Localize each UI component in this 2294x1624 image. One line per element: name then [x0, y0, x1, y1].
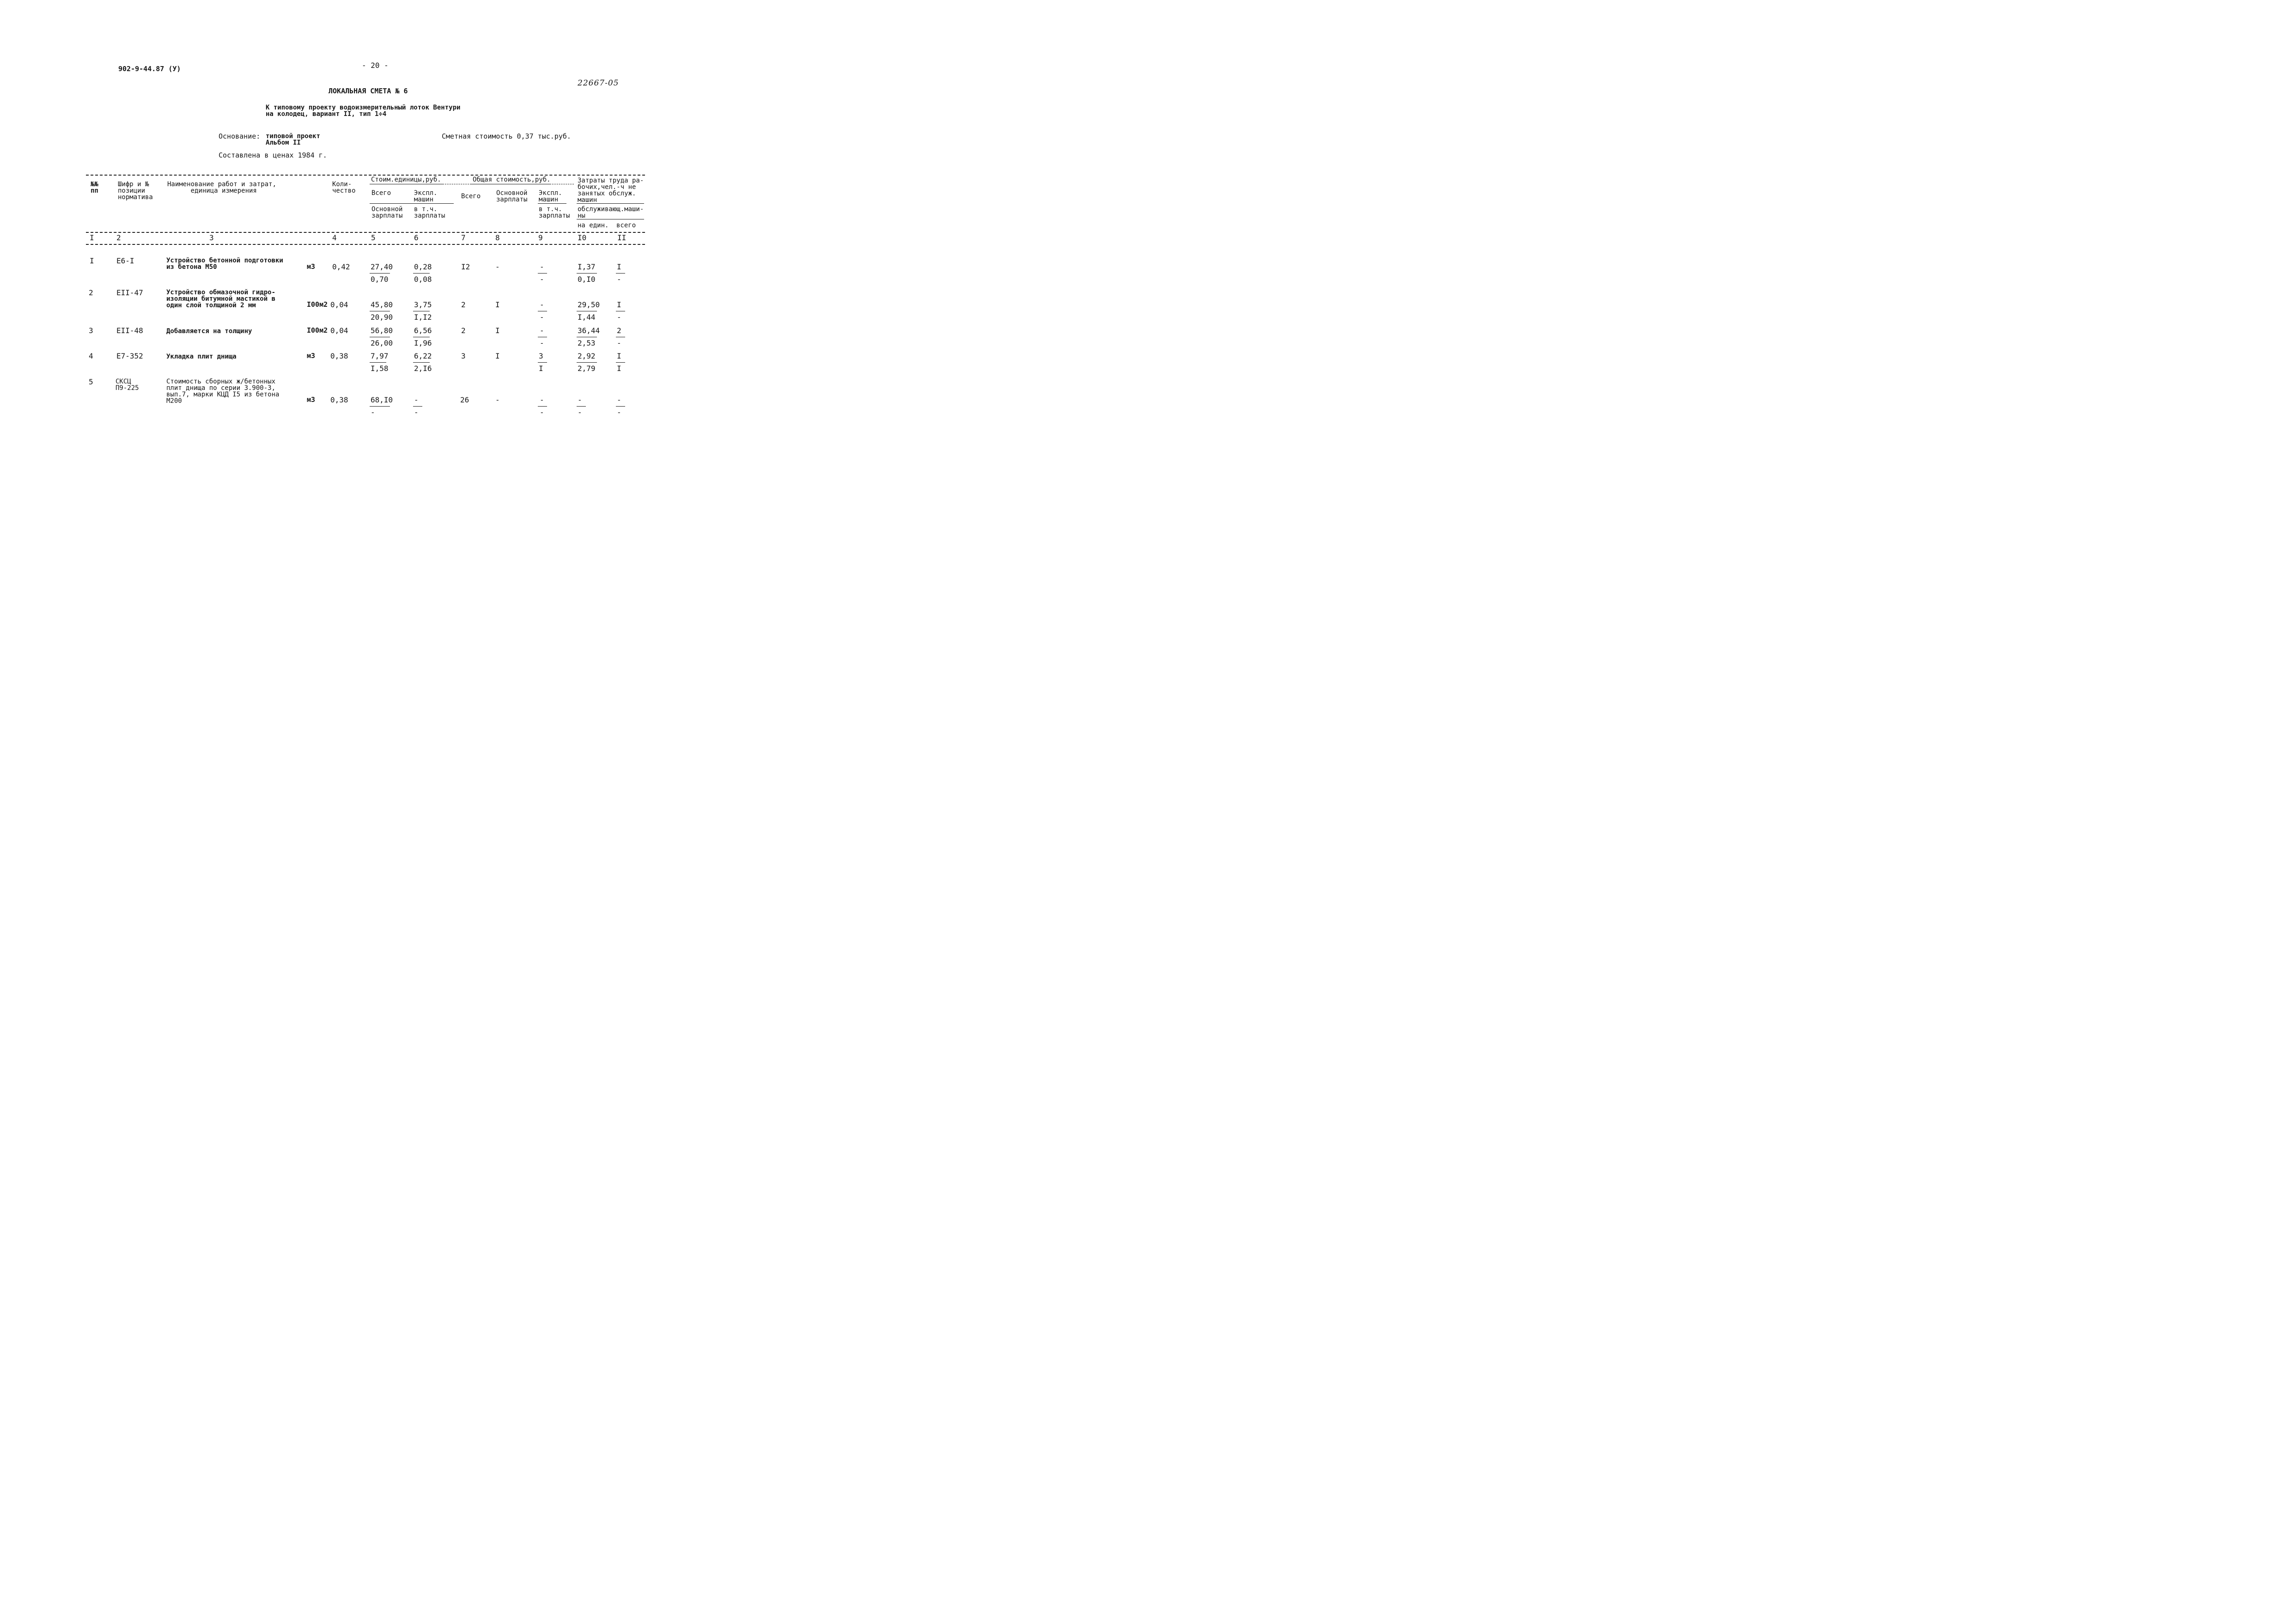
basis-label: Основание:: [219, 132, 261, 140]
header-total-machines: Экспл. машин: [539, 189, 562, 203]
header-unit-machines: Экспл. машин: [414, 189, 438, 203]
row-code: ЕII-47: [116, 288, 143, 297]
header-quantity: Коли- чество: [332, 181, 356, 195]
row-name: Стоимость сборных ж/бетонных плит днища по серии 3.900-3, вып.7, марки КЦД I5 из бетона М200: [166, 378, 280, 405]
row-number: 2: [89, 288, 93, 297]
unit-wages: 0,70: [371, 275, 389, 284]
table-top-rule: [86, 175, 645, 176]
labor-per-unit-service: 0,I0: [578, 275, 596, 284]
row-code: ЕII-48: [116, 326, 143, 335]
row-name: Добавляется на толщину: [166, 328, 252, 335]
basis-value-line-2: Альбом II: [266, 139, 301, 146]
total-cost: 2: [461, 300, 466, 309]
total-wages: I: [495, 352, 500, 360]
total-wages: I: [495, 300, 500, 309]
document-code: 902-9-44.87 (У): [118, 65, 181, 73]
header-total-total: Всего: [461, 193, 481, 200]
unit-machines-wages: I,I2: [414, 313, 432, 322]
total-machines: -: [540, 262, 544, 271]
unit-machines: 0,28: [414, 262, 432, 271]
row-number: I: [90, 256, 94, 265]
column-number: 6: [414, 233, 419, 242]
estimate-heading: ЛОКАЛЬНАЯ СМЕТА № 6: [329, 87, 408, 95]
labor-all: 2: [617, 326, 621, 335]
header-total-cost-group: Общая стоимость,руб.: [473, 176, 551, 183]
labor-per-unit-service: -: [578, 408, 582, 417]
header-unit-incl-wages: в т.ч. зарплаты: [414, 206, 445, 219]
row-quantity: 0,38: [330, 395, 348, 404]
column-number: II: [617, 233, 627, 242]
header-code: Шифр и № позиции норматива: [118, 181, 153, 201]
basis-value-line-1: типовой проект: [266, 133, 321, 140]
unit-wages: I,58: [371, 364, 389, 373]
row-quantity: 0,04: [330, 326, 348, 335]
row-quantity: 0,04: [330, 300, 348, 309]
labor-all: -: [617, 395, 621, 404]
header-unit-wages: Основной зарплаты: [371, 206, 403, 219]
total-cost: I2: [461, 262, 470, 271]
total-wages: -: [495, 262, 500, 271]
row-unit: I00м2: [307, 326, 328, 335]
prices-basis: Составлена в ценах 1984 г.: [219, 151, 327, 159]
total-machines: -: [540, 326, 544, 335]
header-unit-cost-group: Стоим.единицы,руб.: [371, 176, 441, 183]
column-number: 7: [461, 233, 466, 242]
subtitle-line-2: на колодец, вариант II, тип 1÷4: [266, 110, 387, 118]
row-number: 5: [89, 377, 93, 386]
total-cost: 26: [460, 395, 469, 404]
unit-machines: 6,56: [414, 326, 432, 335]
header-labor-all: всего: [616, 222, 636, 229]
header-labor-group: Затраты труда ра- бочих,чел.-ч не занятых обслуж. машин: [578, 177, 644, 204]
column-number: I0: [578, 233, 587, 242]
unit-total: 27,40: [371, 262, 393, 271]
unit-total: 7,97: [371, 352, 389, 360]
unit-total: 45,80: [371, 300, 393, 309]
row-quantity: 0,38: [330, 352, 348, 360]
row-name: Устройство обмазочной гидро- изоляции битумной мастикой в один слой толщиной 2 мм: [166, 289, 276, 309]
estimated-cost: Сметная стоимость 0,37 тыс.руб.: [442, 132, 571, 140]
total-cost: 3: [461, 352, 466, 360]
labor-all-service: -: [617, 275, 621, 284]
labor-per-unit: -: [578, 395, 582, 404]
unit-machines: -: [414, 395, 419, 404]
labor-all: I: [617, 300, 621, 309]
column-number: 2: [116, 233, 121, 242]
total-machines: 3: [539, 352, 543, 360]
row-code: Е7-352: [116, 352, 143, 360]
total-machines-wages: -: [540, 408, 544, 417]
header-labor-per-unit: на един.: [578, 222, 609, 229]
header-labor-service: обслуживающ.маши- ны: [578, 206, 644, 219]
labor-per-unit-service: 2,79: [578, 364, 596, 373]
labor-per-unit-service: 2,53: [578, 339, 596, 347]
row-number: 3: [89, 326, 93, 335]
row-unit: м3: [307, 262, 316, 271]
total-cost: 2: [461, 326, 466, 335]
row-quantity: 0,42: [332, 262, 350, 271]
labor-per-unit: 2,92: [578, 352, 596, 360]
total-machines-wages: I: [539, 364, 543, 373]
unit-wages: 26,00: [371, 339, 393, 347]
row-unit: м3: [307, 395, 316, 404]
column-number: 5: [371, 233, 376, 242]
unit-total: 68,I0: [371, 395, 393, 404]
unit-wages: -: [371, 408, 375, 417]
labor-all: I: [617, 262, 621, 271]
total-wages: -: [495, 395, 500, 404]
column-number: 9: [538, 233, 543, 242]
row-number: 4: [89, 352, 93, 360]
row-code: Е6-I: [116, 256, 134, 265]
total-machines: -: [540, 300, 544, 309]
labor-all-service: -: [617, 408, 621, 417]
unit-machines-wages: -: [414, 408, 419, 417]
labor-all-service: -: [617, 339, 621, 347]
page-number: - 20 -: [362, 61, 389, 70]
column-number: 4: [332, 233, 337, 242]
header-number: №№ пп: [91, 181, 98, 195]
header-total-wages: Основной зарплаты: [496, 189, 528, 203]
unit-wages: 20,90: [371, 313, 393, 322]
labor-per-unit: I,37: [578, 262, 596, 271]
column-number: 8: [495, 233, 500, 242]
total-machines-wages: -: [540, 275, 544, 284]
header-name: Наименование работ и затрат, единица измерения: [167, 181, 277, 195]
stamp-number: 22667-05: [578, 79, 619, 88]
subtitle-line-1: К типовому проекту водоизмерительный лоток Вентури: [266, 104, 461, 111]
column-numbers-rule: [86, 244, 645, 245]
column-number: I: [90, 233, 94, 242]
unit-machines-wages: 2,I6: [414, 364, 432, 373]
labor-per-unit: 36,44: [578, 326, 600, 335]
unit-machines: 3,75: [414, 300, 432, 309]
total-machines-wages: -: [540, 339, 544, 347]
row-code: СКСЦ П9-225: [116, 378, 139, 392]
labor-per-unit: 29,50: [578, 300, 600, 309]
total-machines-wages: -: [540, 313, 544, 322]
row-name: Укладка плит днища: [166, 353, 237, 360]
unit-machines-wages: I,96: [414, 339, 432, 347]
row-unit: м3: [307, 352, 316, 360]
labor-all-service: I: [617, 364, 621, 373]
column-number: 3: [209, 233, 214, 242]
labor-per-unit-service: I,44: [578, 313, 596, 322]
labor-all: I: [617, 352, 621, 360]
unit-total: 56,80: [371, 326, 393, 335]
header-unit-total: Всего: [371, 189, 391, 197]
header-total-incl-wages: в т.ч. зарплаты: [539, 206, 570, 219]
total-wages: I: [495, 326, 500, 335]
header-bottom-rule: [86, 232, 645, 233]
labor-all-service: -: [617, 313, 621, 322]
row-name: Устройство бетонной подготовки из бетона М50: [166, 257, 283, 271]
row-unit: I00м2: [307, 300, 328, 309]
unit-machines: 6,22: [414, 352, 432, 360]
unit-machines-wages: 0,08: [414, 275, 432, 284]
total-machines: -: [540, 395, 544, 404]
